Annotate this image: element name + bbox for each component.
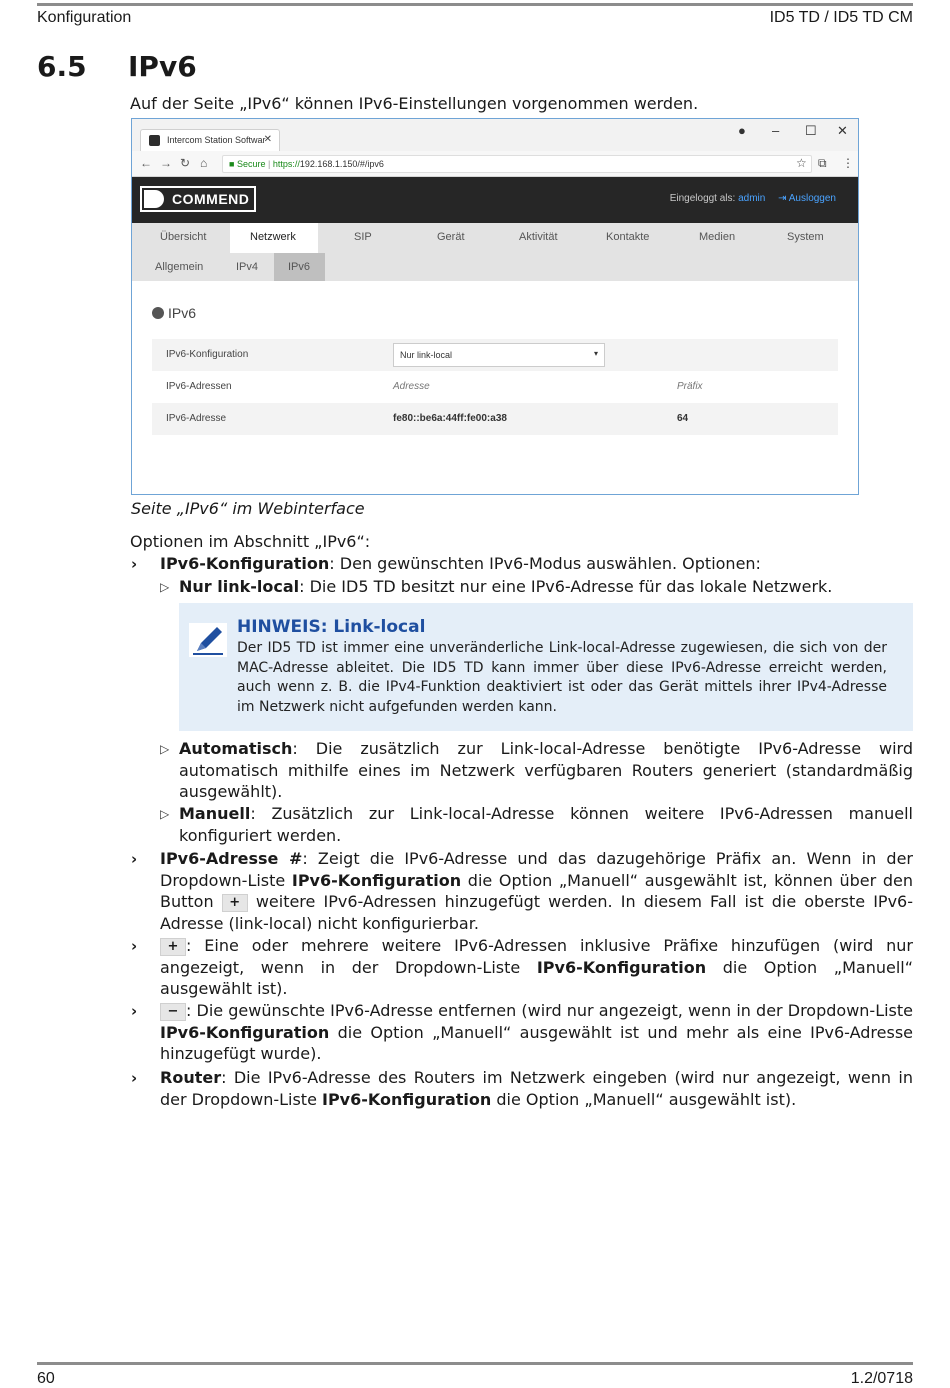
list-item (160, 1067, 913, 1110)
text-ipv6-adresse-3: weitere IPv6-Adressen hinzugefügt werden. In diesem Fall ist die oberste IPv6-Adresse (link-local) nicht konfigurierbar. (160, 892, 913, 933)
minimize-icon[interactable]: – (772, 123, 780, 138)
select-value: Nur link-local (400, 350, 453, 360)
text-minus-1: : Die gewünschte IPv6-Adresse entfernen (wird nur angezeigt, wenn in der Dropdown-Liste (186, 1001, 913, 1020)
subtab-ipv6[interactable]: IPv6 (288, 261, 311, 273)
text-plus-2: die Option „Manuell“ ausgewählt ist). (160, 957, 913, 998)
header-left: Konfiguration (37, 9, 132, 26)
bullet-icon: › (131, 1069, 138, 1087)
text-link-local: : Die ID5 TD besitzt nur eine IPv6-Adresse für das lokale Netzwerk. (299, 577, 833, 596)
main-navigation (132, 223, 858, 281)
term-link-local: Nur link-local (179, 577, 300, 596)
tab-system[interactable]: System (787, 231, 824, 243)
text-plus-1: : Eine oder mehrere weitere IPv6-Adressen inklusive Präfixe hinzufügen (wird nur angezeigt, wenn in der Dropdown-Liste (160, 936, 913, 977)
options-intro: Optionen im Abschnitt „IPv6“: (130, 532, 371, 551)
column-header-prefix: Präfix (677, 381, 703, 392)
page-title (152, 305, 196, 321)
term-router: Router (160, 1068, 222, 1087)
addresses-label: IPv6-Adressen (166, 381, 232, 392)
add-button[interactable]: + (222, 894, 248, 912)
term-konfiguration-ref: IPv6-Konfiguration (160, 1022, 330, 1042)
account-icon[interactable]: ● (738, 123, 746, 138)
bullet-icon: › (131, 850, 138, 868)
tab-geraet[interactable]: Gerät (437, 231, 465, 243)
section-number: 6.5 (37, 50, 87, 83)
text-automatisch: : Die zusätzlich zur Link-local-Adresse benötigte IPv6-Adresse wird automatisch mithilfe eines im Netzwerk verfügbaren Routers generiert (standardmäßig ausgewählt). (179, 739, 913, 801)
text-router-2: die Option „Manuell“ ausgewählt ist). (491, 1089, 797, 1109)
remove-button[interactable]: − (160, 1003, 186, 1021)
login-info (670, 193, 836, 204)
text-ipv6-adresse-2: die Option „Manuell“ ausgewählt ist, können über den Button (160, 870, 913, 911)
table-row (152, 403, 838, 435)
back-icon[interactable]: ← (140, 156, 152, 170)
column-header-address: Adresse (393, 381, 430, 392)
subtab-ipv4[interactable]: IPv4 (236, 261, 259, 273)
url-protocol: https:// (272, 159, 300, 169)
tab-uebersicht[interactable]: Übersicht (160, 231, 207, 243)
app-header (132, 177, 858, 223)
text-router-1: : Die IPv6-Adresse des Routers im Netzwerk eingeben (wird nur angezeigt, wenn in der Dropdown-Liste (160, 1068, 913, 1109)
star-icon[interactable]: ☆ (796, 156, 807, 170)
close-icon[interactable]: ✕ (263, 134, 272, 145)
term-konfiguration-ref: IPv6-Konfiguration (322, 1089, 492, 1109)
tab-sip[interactable]: SIP (354, 231, 372, 243)
globe-icon (152, 307, 164, 319)
term-konfiguration-ref: IPv6-Konfiguration (536, 957, 707, 977)
text-manuell: : Zusätzlich zur Link-local-Adresse können weitere IPv6-Adressen manuell konfiguriert werden. (179, 804, 913, 845)
logo-text: COMMEND (172, 191, 250, 207)
term-automatisch: Automatisch (179, 739, 293, 758)
menu-icon[interactable]: ⋮ (842, 156, 854, 170)
address-value: fe80::be6a:44ff:fe00:a38 (393, 413, 507, 424)
page-title-text: IPv6 (168, 305, 197, 321)
forward-icon[interactable]: → (160, 156, 172, 170)
subtab-allgemein[interactable]: Allgemein (155, 261, 204, 273)
home-icon[interactable]: ⌂ (200, 156, 208, 170)
term-manuell: Manuell (179, 804, 251, 823)
list-item (179, 803, 913, 846)
text-minus-2: die Option „Manuell“ ausgewählt ist und mehr als eine IPv6-Adresse hinzugefügt wurde). (160, 1022, 913, 1063)
note-text: Der ID5 TD ist immer eine unveränderliche Link-local-Adresse zugewiesen, die sich von der MAC-Adresse ableitet. Die ID5 TD kann immer über diese IPv6-Adresse erreicht werden, auch wenn z. B. die IPv4-Funktion deaktiviert ist oder das Gerät mittels ihrer IPv4-Adresse im Netzwerk nicht aufgefunden werden kann. (237, 640, 887, 715)
tab-aktivitaet[interactable]: Aktivität (519, 231, 558, 243)
ipv6-settings-table (152, 339, 838, 435)
text-konfiguration: : Den gewünschten IPv6-Modus auswählen. Optionen: (329, 554, 761, 573)
header-rule (37, 3, 913, 6)
term-konfiguration: IPv6-Konfiguration (160, 554, 330, 573)
text-ipv6-adresse-1: : Zeigt die IPv6-Adresse und das dazugehörige Präfix an. Wenn in der Dropdown-Liste (160, 849, 913, 890)
logged-in-label: Eingeloggt als: (669, 193, 736, 204)
chevron-down-icon: ▾ (593, 349, 598, 358)
bullet-icon: › (131, 1002, 138, 1020)
browser-tab[interactable] (140, 129, 280, 151)
cast-icon[interactable]: ⧉ (818, 156, 827, 170)
favicon-icon (149, 135, 160, 146)
config-label: IPv6-Konfiguration (166, 349, 249, 360)
user-link[interactable]: admin (738, 193, 766, 204)
add-button[interactable]: + (160, 938, 186, 956)
logout-label: Ausloggen (788, 193, 836, 204)
tab-netzwerk[interactable]: Netzwerk (250, 231, 296, 243)
logout-button[interactable]: ⇥ Ausloggen (778, 193, 836, 204)
tab-title: Intercom Station Softwar (167, 135, 266, 145)
term-ipv6-adresse: IPv6-Adresse # (160, 849, 303, 868)
list-item (160, 848, 913, 934)
note-box (179, 603, 913, 731)
table-row (152, 371, 838, 403)
intro-text: Auf der Seite „IPv6“ können IPv6-Einstellungen vorgenommen werden. (130, 94, 699, 113)
sub-bullet-icon: ▷ (160, 580, 170, 594)
prefix-value: 64 (677, 413, 689, 424)
address-label: IPv6-Adresse (166, 413, 227, 424)
ipv6-config-select[interactable] (393, 343, 605, 367)
address-bar (132, 151, 858, 177)
header-right: ID5 TD / ID5 TD CM (769, 9, 913, 26)
lock-icon: ■ (229, 159, 235, 169)
secure-label: Secure (236, 159, 266, 169)
logo-mark-icon (144, 190, 164, 208)
url-field[interactable]: ■ Secure | https://192.168.1.150/#/ipv6 (222, 155, 812, 173)
tab-medien[interactable]: Medien (699, 231, 736, 243)
browser-titlebar (132, 119, 858, 151)
page-number: 60 (37, 1370, 55, 1387)
table-row (152, 339, 838, 371)
commend-logo (140, 186, 256, 212)
bullet-icon: › (131, 937, 138, 955)
bullet-icon: › (131, 555, 138, 573)
list-item (160, 935, 913, 1000)
list-item (179, 576, 913, 598)
list-item (160, 1000, 913, 1065)
url-path: 192.168.1.150/#/ipv6 (299, 159, 384, 169)
window-close-icon[interactable]: ✕ (837, 123, 848, 138)
note-title: HINWEIS: Link-local (237, 617, 426, 637)
maximize-icon[interactable]: ☐ (805, 123, 817, 138)
sub-bullet-icon: ▷ (160, 807, 170, 821)
document-version: 1.2/0718 (850, 1370, 913, 1387)
list-item (160, 553, 913, 575)
footer-rule (37, 1362, 913, 1365)
figure-caption: Seite „IPv6“ im Webinterface (131, 499, 365, 518)
list-item (179, 738, 913, 803)
pencil-icon (189, 623, 227, 657)
webinterface-screenshot (131, 118, 859, 495)
reload-icon[interactable]: ↻ (180, 156, 191, 170)
sub-bullet-icon: ▷ (160, 742, 170, 756)
tab-kontakte[interactable]: Kontakte (606, 231, 650, 243)
term-konfiguration-ref: IPv6-Konfiguration (291, 870, 462, 890)
section-title: IPv6 (128, 50, 197, 83)
